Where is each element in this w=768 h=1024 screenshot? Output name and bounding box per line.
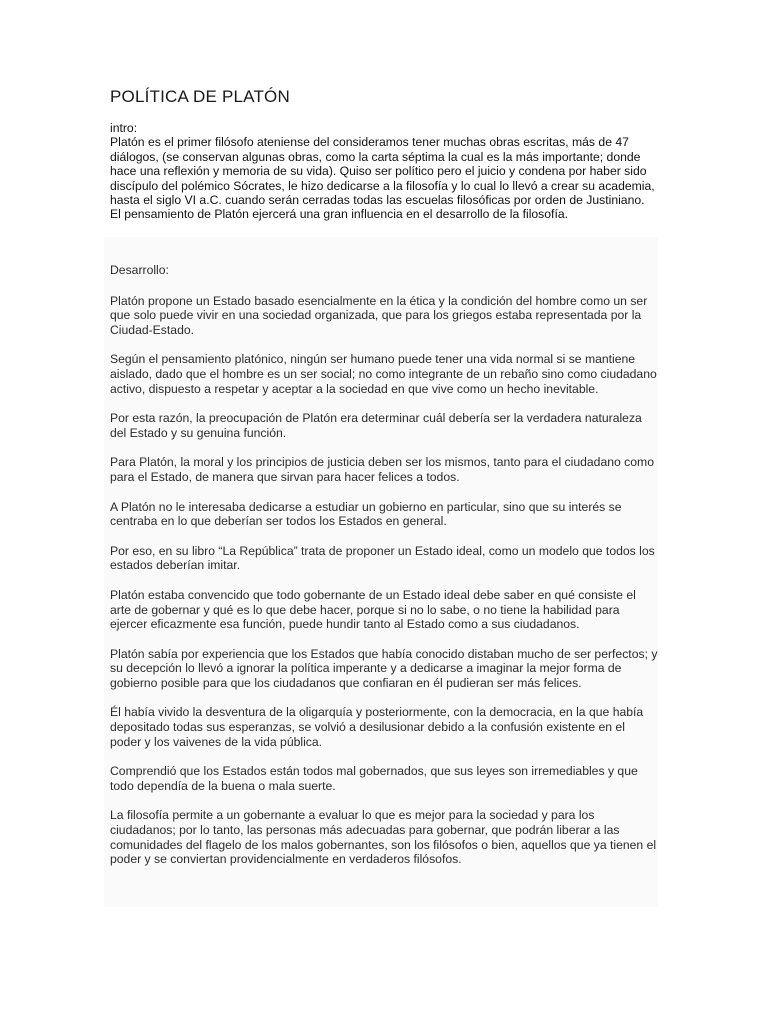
development-heading: Desarrollo: — [110, 263, 169, 277]
intro-label: intro: — [110, 121, 138, 135]
development-paragraph-7: Platón estaba convencido que todo gobernante de un Estado ideal debe saber en qué consiste el arte de gobernar y qué es lo que debe hacer, porque si no lo sabe, o no tiene la habilidad para ejercer eficazmente esa función, puede hundir tanto al Estado como a sus ciudadanos. — [110, 587, 636, 632]
development-paragraph-2: Según el pensamiento platónico, ningún ser humano puede tener una vida normal si se mantiene aislado, dado que el hombre es un ser social; no como integrante de un rebaño sino como ciudadano activo, dispuesto a respetar y aceptar a la sociedad en que vive como un hecho inevitable. — [110, 352, 657, 396]
development-paragraph-4: Para Platón, la moral y los principios de justicia deben ser los mismos, tanto para el ciudadano como para el Estado, de manera que sirvan para hacer felices a todos. — [110, 455, 654, 484]
intro-paragraph: Platón es el primer filósofo ateniense del consideramos tener muchas obras escritas, más de 47 diálogos, (se conservan algunas obras, como la carta séptima la cual es la más importante; donde hace una reflexión y memoria de su vida). Quiso ser político pero el juicio y condena por haber sido discípulo del polémico Sócrates, le hizo dedicarse a la filosofía y lo cual lo llevó a crear su academia, hasta el siglo VI a.C. cuando serán cerradas todas las escuelas filosóficas por orden de Justiniano. El pensamiento de Platón ejercerá una gran influencia en el desarrollo de la filosofía. — [110, 135, 655, 222]
development-paragraph-5: A Platón no le interesaba dedicarse a estudiar un gobierno en particular, sino que su interés se centraba en lo que deberían ser todos los Estados en general. — [110, 499, 622, 529]
development-paragraph-9: Él había vivido la desventura de la oligarquía y posteriormente, con la democracia, en la que había depositado todas sus esperanzas, se volvió a desilusionar debido a la confusión existente en el poder y los vaivenes de la vida pública. — [110, 705, 644, 749]
page-title: POLÍTICA DE PLATÓN — [110, 87, 290, 106]
development-paragraph-11: La filosofía permite a un gobernante a evaluar lo que es mejor para la sociedad y para los ciudadanos; por lo tanto, las personas más adecuadas para gobernar, que podrán liberar a las comunidades del flagelo de los malos gobernantes, son los filósofos o bien, aquellos que ya tienen el poder y se conviertan providencialmente en verdaderos filósofos. — [110, 808, 657, 867]
development-paragraph-8: Platón sabía por experiencia que los Estados que había conocido distaban mucho de ser perfectos; y su decepción lo llevó a ignorar la política imperante y a dedicarse a imaginar la mejor forma de gobierno posible para que los ciudadanos que confiaran en él pudieran ser más felices. — [110, 646, 658, 690]
development-paragraph-10: Comprendió que los Estados están todos mal gobernados, que sus leyes son irremediables y que todo dependía de la buena o mala suerte. — [110, 764, 638, 793]
development-paragraph-3: Por esta razón, la preocupación de Platón era determinar cuál debería ser la verdadera naturaleza del Estado y su genuina función. — [110, 411, 642, 440]
development-paragraph-6: Por eso, en su libro “La República” trata de proponer un Estado ideal, como un modelo que todos los estados deberían imitar. — [110, 543, 655, 573]
intro-section — [110, 121, 658, 222]
development-paragraph-1: Platón propone un Estado basado esencialmente en la ética y la condición del hombre como un ser que solo puede vivir en una sociedad organizada, que para los griegos estaba representada por la Ciudad-Estado. — [110, 293, 648, 337]
development-section — [110, 263, 658, 882]
